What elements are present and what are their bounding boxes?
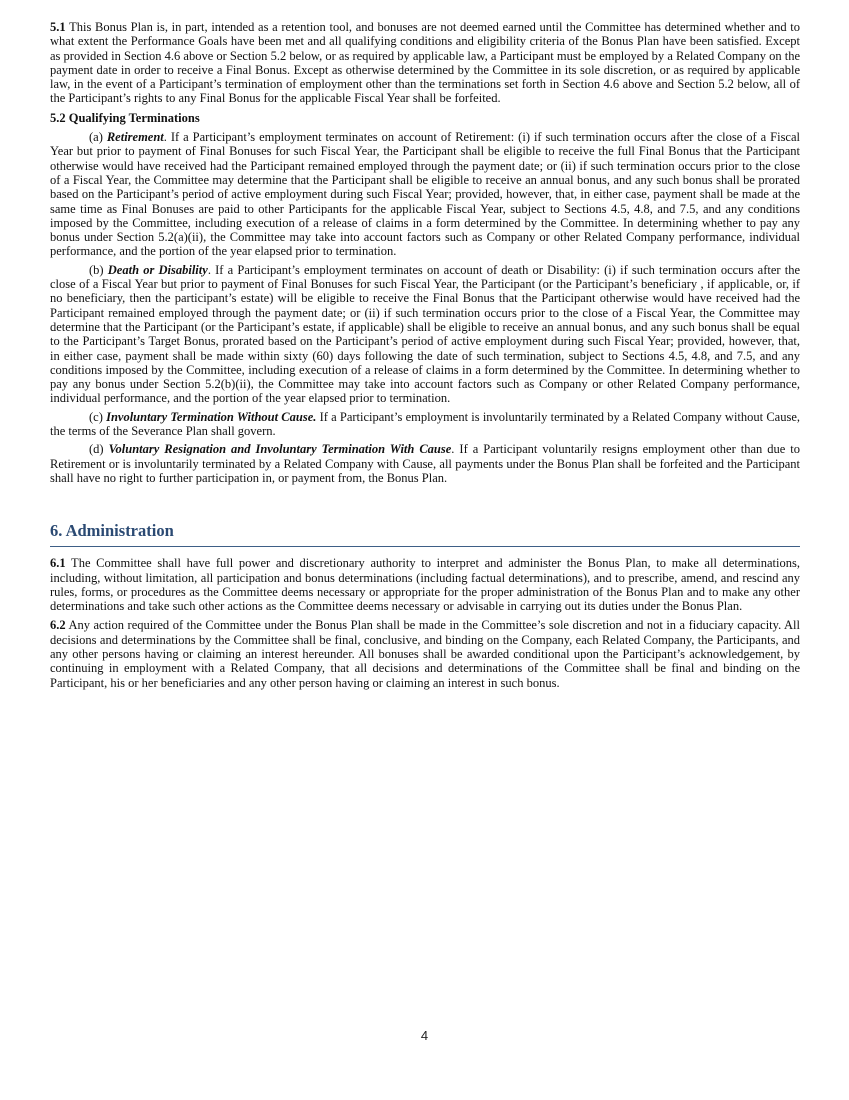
subsection-label: (a) — [89, 130, 107, 145]
section-number: 6.2 — [50, 618, 66, 633]
paragraph-text: Any action required of the Committee under the Bonus Plan shall be made in the Committee’s sole discretion and not in a fiduciary capacity. All decisions and determinations by the Committee shall be final, conclusive, and binding on the Company, each Related Company, the Participants, and any other persons having or claiming an interest hereunder. All bonuses shall be awarded conditional upon the Participant’s acknowledgement, by continuing in employment with a Related Company, that all decisions and determinations of the Committee shall be final and binding on the Participant, his or her beneficiaries and any other person having or claiming an interest in such bonus. — [50, 618, 800, 690]
subsection-text: . If a Participant voluntarily resigns employment other than due to Retirement or is involuntarily terminated by a Related Company with Cause, all payments under the Bonus Plan shall be forfeited and the Participant shall have no right to further participation in, or payment from, the Bonus Plan. — [50, 442, 800, 485]
paragraph-text: This Bonus Plan is, in part, intended as a retention tool, and bonuses are not deemed earned until the Committee has determined whether and to what extent the Performance Goals have been met and all qualifying conditions and eligibility criteria of the Bonus Plan have been satisfied. Except as provided in Section 4.6 above or Section 5.2 below, or as required by applicable law, a Participant must be employed by a Related Company on the payment date in order to receive a Final Bonus. Except as otherwise determined by the Committee in its sole discretion, or as required by applicable law, in the event of a Participant’s termination of employment other than the terminations set forth in Section 4.6 above and Section 5.2 below, all of the Participant’s rights to any Final Bonus for the applicable Fiscal Year shall be forfeited. — [50, 20, 800, 106]
subsection-c-involuntary-without-cause — [50, 410, 800, 439]
section-6-2-paragraph — [50, 618, 800, 689]
page-number: 4 — [420, 1028, 429, 1043]
section-5-2-heading: 5.2 Qualifying Terminations — [50, 110, 200, 125]
subsection-title: Death or Disability — [107, 262, 208, 277]
section-5-1-paragraph — [50, 20, 800, 106]
section-6-heading: 6. Administration — [50, 521, 800, 547]
section-number: 6.1 — [50, 556, 66, 571]
subsection-label: (d) — [89, 442, 109, 457]
subsection-a-retirement — [50, 130, 800, 259]
section-number: 5.1 — [50, 20, 66, 34]
subsection-text: . If a Participant’s employment terminates on account of Retirement: (i) if such termination occurs after the close of a Fiscal Year but prior to payment of Final Bonuses for such Fiscal Year, the Participant shall be eligible to receive the full Final Bonus that the Participant otherwise would have received had the Participant remained employed through the payment date; or (ii) if such termination occurs prior to the close of a Fiscal Year, the Committee may determine that the Participant shall be eligible to receive an annual bonus, and any such bonus shall be prorated based on the Participant’s period of active employment during such Fiscal Year; provided, however, that, in either case, payment shall be made at the same time as Final Bonuses are paid to other Participants for the applicable Fiscal Year, subject to Sections 4.5, 4.8, and 7.5, and any conditions imposed by the Committee, including execution of a release of claims in a form determined by the Committee. In determining whether to pay any bonus under Section 5.2(a)(ii), the Committee may take into account factors such as Company or other Related Company performance, individual performance, and the portion of the year elapsed prior to termination. — [50, 130, 801, 259]
subsection-label: (c) — [89, 409, 107, 424]
subsection-d-voluntary-resignation — [50, 442, 800, 485]
document-page — [50, 20, 800, 695]
subsection-title: Retirement — [106, 130, 164, 145]
subsection-label: (b) — [89, 262, 108, 277]
subsection-text: If a Participant’s employment is involuntarily terminated by a Related Company without Cause, the terms of the Severance Plan shall govern. — [50, 409, 801, 439]
subsection-title: Voluntary Resignation and Involuntary Termination With Cause — [108, 442, 452, 457]
subsection-title: Involuntary Termination Without Cause. — [106, 409, 317, 424]
subsection-text: . If a Participant’s employment terminates on account of death or Disability: (i) if such termination occurs after the close of a Fiscal Year but prior to payment of Final Bonuses for such Fiscal Year, the Participant (or the Participant’s beneficiary , if applicable, or, if no beneficiary, then the participant’s estate) will be eligible to receive the Final Bonus that the Participant otherwise would have received had the Participant remained employed through the payment date; or (ii) if such termination occurs prior to the close of a Fiscal Year, the Committee may determine that the Participant (or the Participant’s estate, if applicable) shall be eligible to receive an annual bonus, and any such bonus shall be equal to the Participant’s Target Bonus, prorated based on the Participant’s period of active employment during such Fiscal Year; provided, however, that, in either case, payment shall be made within sixty (60) days following the date of such termination, subject to Sections 4.5, 4.8, and 7.5, and any conditions imposed by the Committee, including execution of a release of claims in a form determined by the Committee. In determining whether to pay any bonus under Section 5.2(b)(ii), the Committee may take into account factors such as Company or other Related Company performance, individual performance, and the portion of the year elapsed prior to termination. — [50, 262, 800, 406]
subsection-b-death-disability — [50, 263, 800, 406]
section-6-1-paragraph — [50, 556, 800, 613]
paragraph-text: The Committee shall have full power and discretionary authority to interpret and administer the Bonus Plan, to make all determinations, including, without limitation, all participation and bonus determinations (including factual determinations), and to prescribe, amend, and rescind any rules, forms, or procedures as the Committee deems necessary or appropriate for the proper administration of the Bonus Plan and to make any other determinations and take such other actions as the Committee deems necessary or advisable in carrying out its duties under the Bonus Plan. — [50, 556, 800, 614]
